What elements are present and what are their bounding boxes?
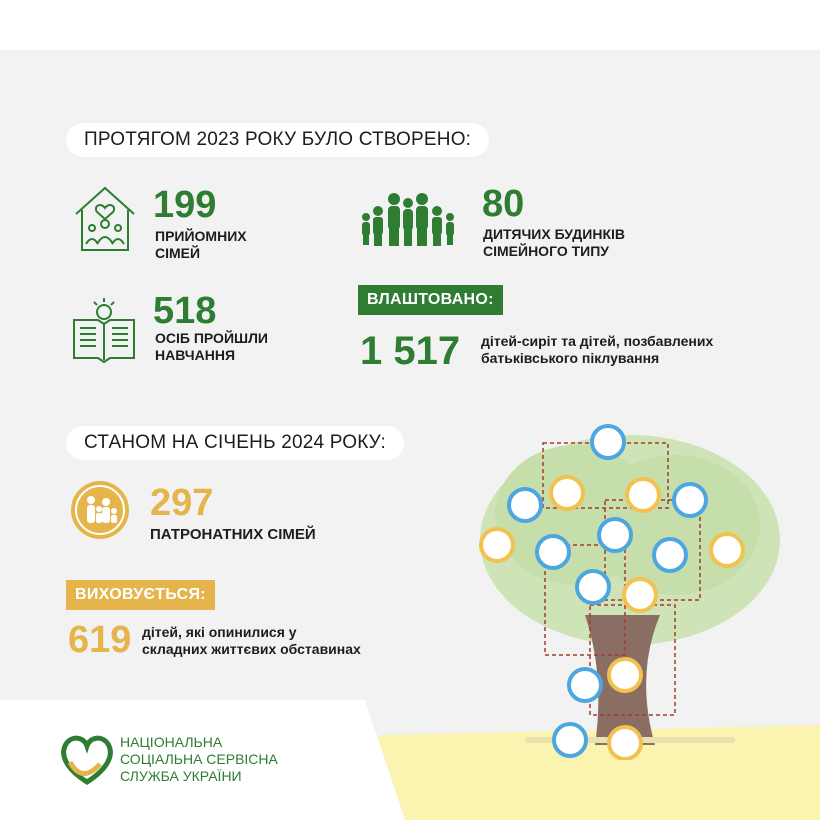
logo-line-2: СОЦІАЛЬНА СЕРВІСНА bbox=[120, 751, 278, 767]
raised-value: 619 bbox=[68, 619, 132, 661]
raised-tag: ВИХОВУЄТЬСЯ: bbox=[66, 580, 215, 610]
placed-value: 1 517 bbox=[360, 329, 461, 373]
patronage-label: ПАТРОНАТНИХ СІМЕЙ bbox=[150, 526, 316, 543]
homes-label-1: ДИТЯЧИХ БУДИНКІВ bbox=[483, 226, 625, 242]
book-lightbulb-icon bbox=[70, 296, 138, 364]
foster-value: 199 bbox=[153, 184, 217, 226]
placed-label-1: дітей-сиріт та дітей, позбавлених bbox=[481, 333, 714, 349]
placed-label-2: батьківського піклування bbox=[481, 350, 660, 366]
foster-home-icon bbox=[72, 184, 138, 254]
section-2024-title: СТАНОМ НА СІЧЕНЬ 2024 РОКУ: bbox=[66, 426, 404, 460]
homes-label-2: СІМЕЙНОГО ТИПУ bbox=[483, 243, 609, 259]
foster-label-2: СІМЕЙ bbox=[155, 245, 201, 261]
service-logo-icon bbox=[60, 732, 114, 786]
family-tree-illustration bbox=[465, 415, 785, 760]
raised-label-2: складних життєвих обставинах bbox=[142, 641, 361, 657]
logo-line-3: СЛУЖБА УКРАЇНИ bbox=[120, 768, 242, 784]
logo-line-1: НАЦІОНАЛЬНА bbox=[120, 734, 223, 750]
foster-label-1: ПРИЙОМНИХ bbox=[155, 228, 247, 244]
trained-label-1: ОСІБ ПРОЙШЛИ bbox=[155, 330, 268, 346]
homes-value: 80 bbox=[482, 183, 525, 225]
trained-label-2: НАВЧАННЯ bbox=[155, 347, 236, 363]
family-group-icon bbox=[358, 189, 458, 247]
trained-value: 518 bbox=[153, 290, 217, 332]
patronage-value: 297 bbox=[150, 482, 214, 524]
section-2023-title: ПРОТЯГОМ 2023 РОКУ БУЛО СТВОРЕНО: bbox=[66, 123, 489, 157]
placed-tag: ВЛАШТОВАНО: bbox=[358, 285, 503, 315]
patronage-family-icon bbox=[68, 478, 132, 542]
raised-label-1: дітей, які опинилися у bbox=[142, 624, 297, 640]
